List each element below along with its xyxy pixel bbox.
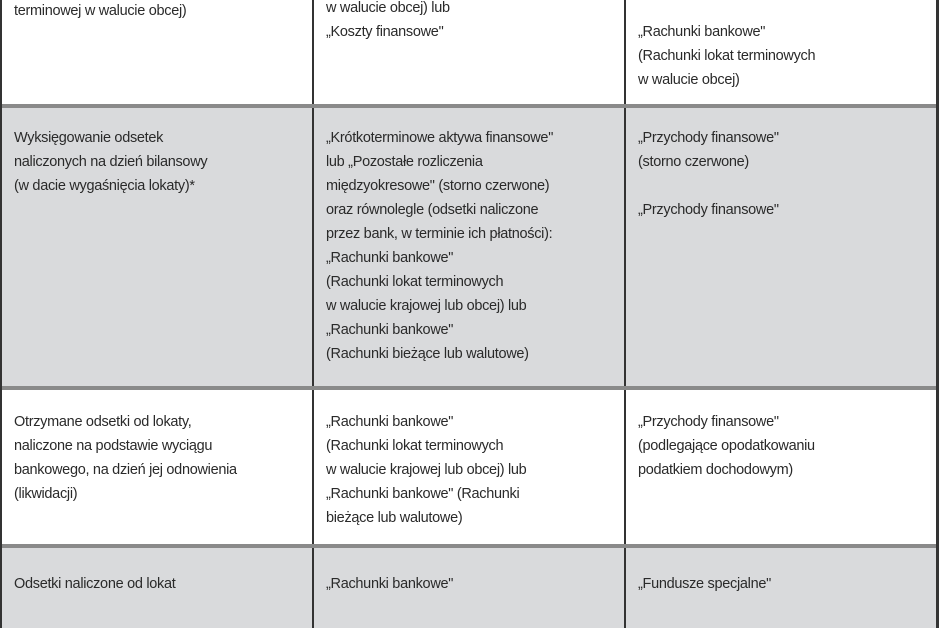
credit-account-cell: „Przychody finansowe" (storno czerwone) „Przychody finansowe" — [638, 130, 779, 218]
table-row — [2, 108, 936, 390]
operation-cell: terminowej w walucie obcej) — [2, 0, 314, 104]
debit-account-cell: „Krótkoterminowe aktywa finansowe" lub „Pozostałe rozliczenia międzyokresowe" (storno czerwone) oraz równolegle (odsetki naliczone przez bank, w terminie ich płatności): „Rachunki bankowe" (Rachunki lokat terminowych w walucie krajowej lub obcej) lub „Rachunki bankowe" (Rachunki bieżące lub walutowe) — [314, 108, 626, 386]
debit-account-cell: w walucie obcej) lub „Koszty finansowe" — [314, 0, 626, 104]
operation-cell: Odsetki naliczone od lokat — [2, 548, 314, 628]
table-row — [2, 390, 936, 548]
debit-account-cell: „Rachunki bankowe" (Rachunki lokat terminowych w walucie krajowej lub obcej) lub „Rachunki bankowe" (Rachunki bieżące lub walutowe) — [314, 390, 626, 544]
debit-account-cell: „Rachunki bankowe" — [314, 548, 626, 628]
operation-cell: Wyksięgowanie odsetek naliczonych na dzień bilansowy (w dacie wygaśnięcia lokaty)* — [2, 108, 314, 386]
table-row — [2, 0, 936, 108]
credit-account-cell: „Rachunki bankowe" (Rachunki lokat terminowych w walucie obcej) — [638, 24, 816, 88]
credit-account-cell: „Przychody finansowe" (podlegające opodatkowaniu podatkiem dochodowym) — [638, 414, 815, 478]
table-row — [2, 548, 936, 628]
operation-cell: Otrzymane odsetki od lokaty, naliczone na podstawie wyciągu bankowego, na dzień jej odnowienia (likwidacji) — [2, 390, 314, 544]
credit-account-cell: „Fundusze specjalne" — [638, 576, 771, 592]
